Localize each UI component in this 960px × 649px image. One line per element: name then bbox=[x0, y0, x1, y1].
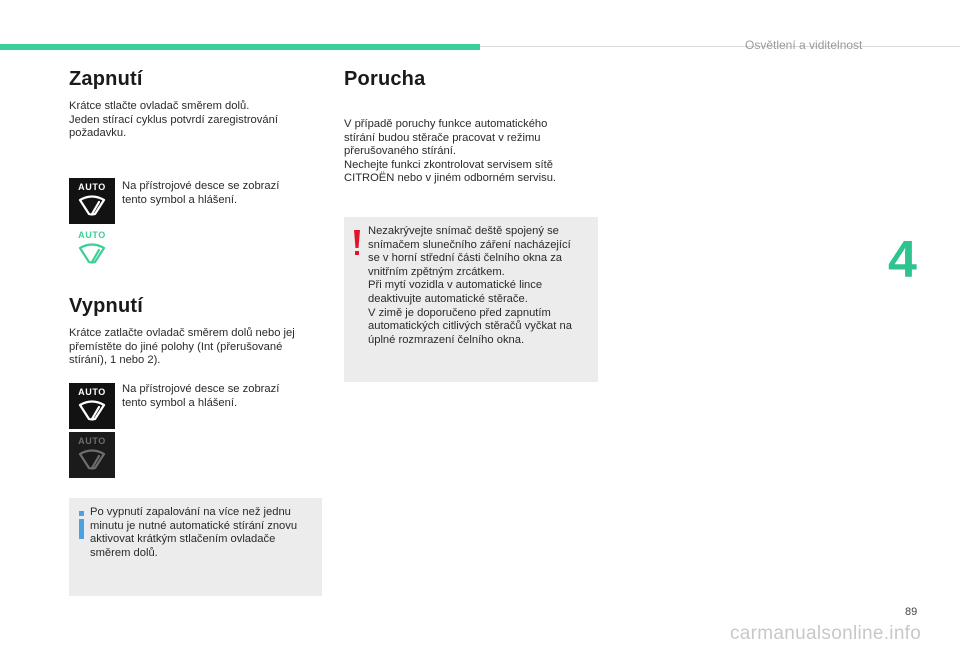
vypnuti-icon-text: Na přístrojové desce se zobrazí tento symbol a hlášení. bbox=[122, 383, 280, 409]
wiper-icon bbox=[78, 448, 106, 472]
warning-note-text: Nezakrývejte snímač deště spojený se snímačem slunečního záření nacházející se v horní střední části čelního okna za vnitřním zpětným zrcátkem. Při mytí vozidla v automatické lince deaktivujte automatické stěrače. V zimě je doporučeno před zapnutím automatických citlivých stěračů vyčkat na úplné rozmrazení čelního okna. bbox=[368, 225, 572, 346]
chapter-number: 4 bbox=[888, 231, 917, 289]
wiper-icon bbox=[78, 194, 106, 218]
zapnuti-text: Krátce stlačte ovladač směrem dolů. Jeden stírací cyklus potvrdí zaregistrování požadavku. bbox=[69, 100, 278, 140]
heading-zapnuti: Zapnutí bbox=[69, 68, 143, 90]
info-icon bbox=[78, 511, 86, 539]
header-rule bbox=[480, 46, 960, 47]
warning-icon bbox=[353, 230, 361, 256]
wiper-icon bbox=[78, 399, 106, 423]
header-accent-bar bbox=[0, 44, 480, 50]
page-number: 89 bbox=[905, 606, 918, 618]
auto-wiper-green-icon: AUTO bbox=[69, 226, 115, 272]
wiper-icon bbox=[78, 242, 106, 266]
auto-wiper-dashboard-icon: AUTO bbox=[69, 383, 115, 429]
heading-vypnuti: Vypnutí bbox=[69, 295, 143, 317]
chapter-title: Osvětlení a viditelnost bbox=[745, 38, 863, 52]
vypnuti-text: Krátce zatlačte ovladač směrem dolů nebo jej přemístěte do jiné polohy (Int (přerušované stírání), 1 nebo 2). bbox=[69, 327, 295, 367]
zapnuti-icon-text: Na přístrojové desce se zobrazí tento symbol a hlášení. bbox=[122, 180, 280, 206]
watermark: carmanualsonline.info bbox=[730, 623, 922, 644]
heading-porucha: Porucha bbox=[344, 68, 426, 90]
auto-wiper-off-icon: AUTO bbox=[69, 432, 115, 478]
auto-wiper-dashboard-icon: AUTO bbox=[69, 178, 115, 224]
info-note bbox=[69, 498, 322, 596]
warning-note bbox=[344, 217, 598, 382]
porucha-text: V případě poruchy funkce automatického stírání budou stěrače pracovat v režimu přerušovaného stírání. Nechejte funkci zkontrolovat servisem sítě CITROËN nebo v jiném odborném servisu. bbox=[344, 118, 557, 185]
info-note-text: Po vypnutí zapalování na více než jednu minutu je nutné automatické stírání znovu aktivovat krátkým stlačením ovladače směrem dolů. bbox=[90, 506, 298, 559]
